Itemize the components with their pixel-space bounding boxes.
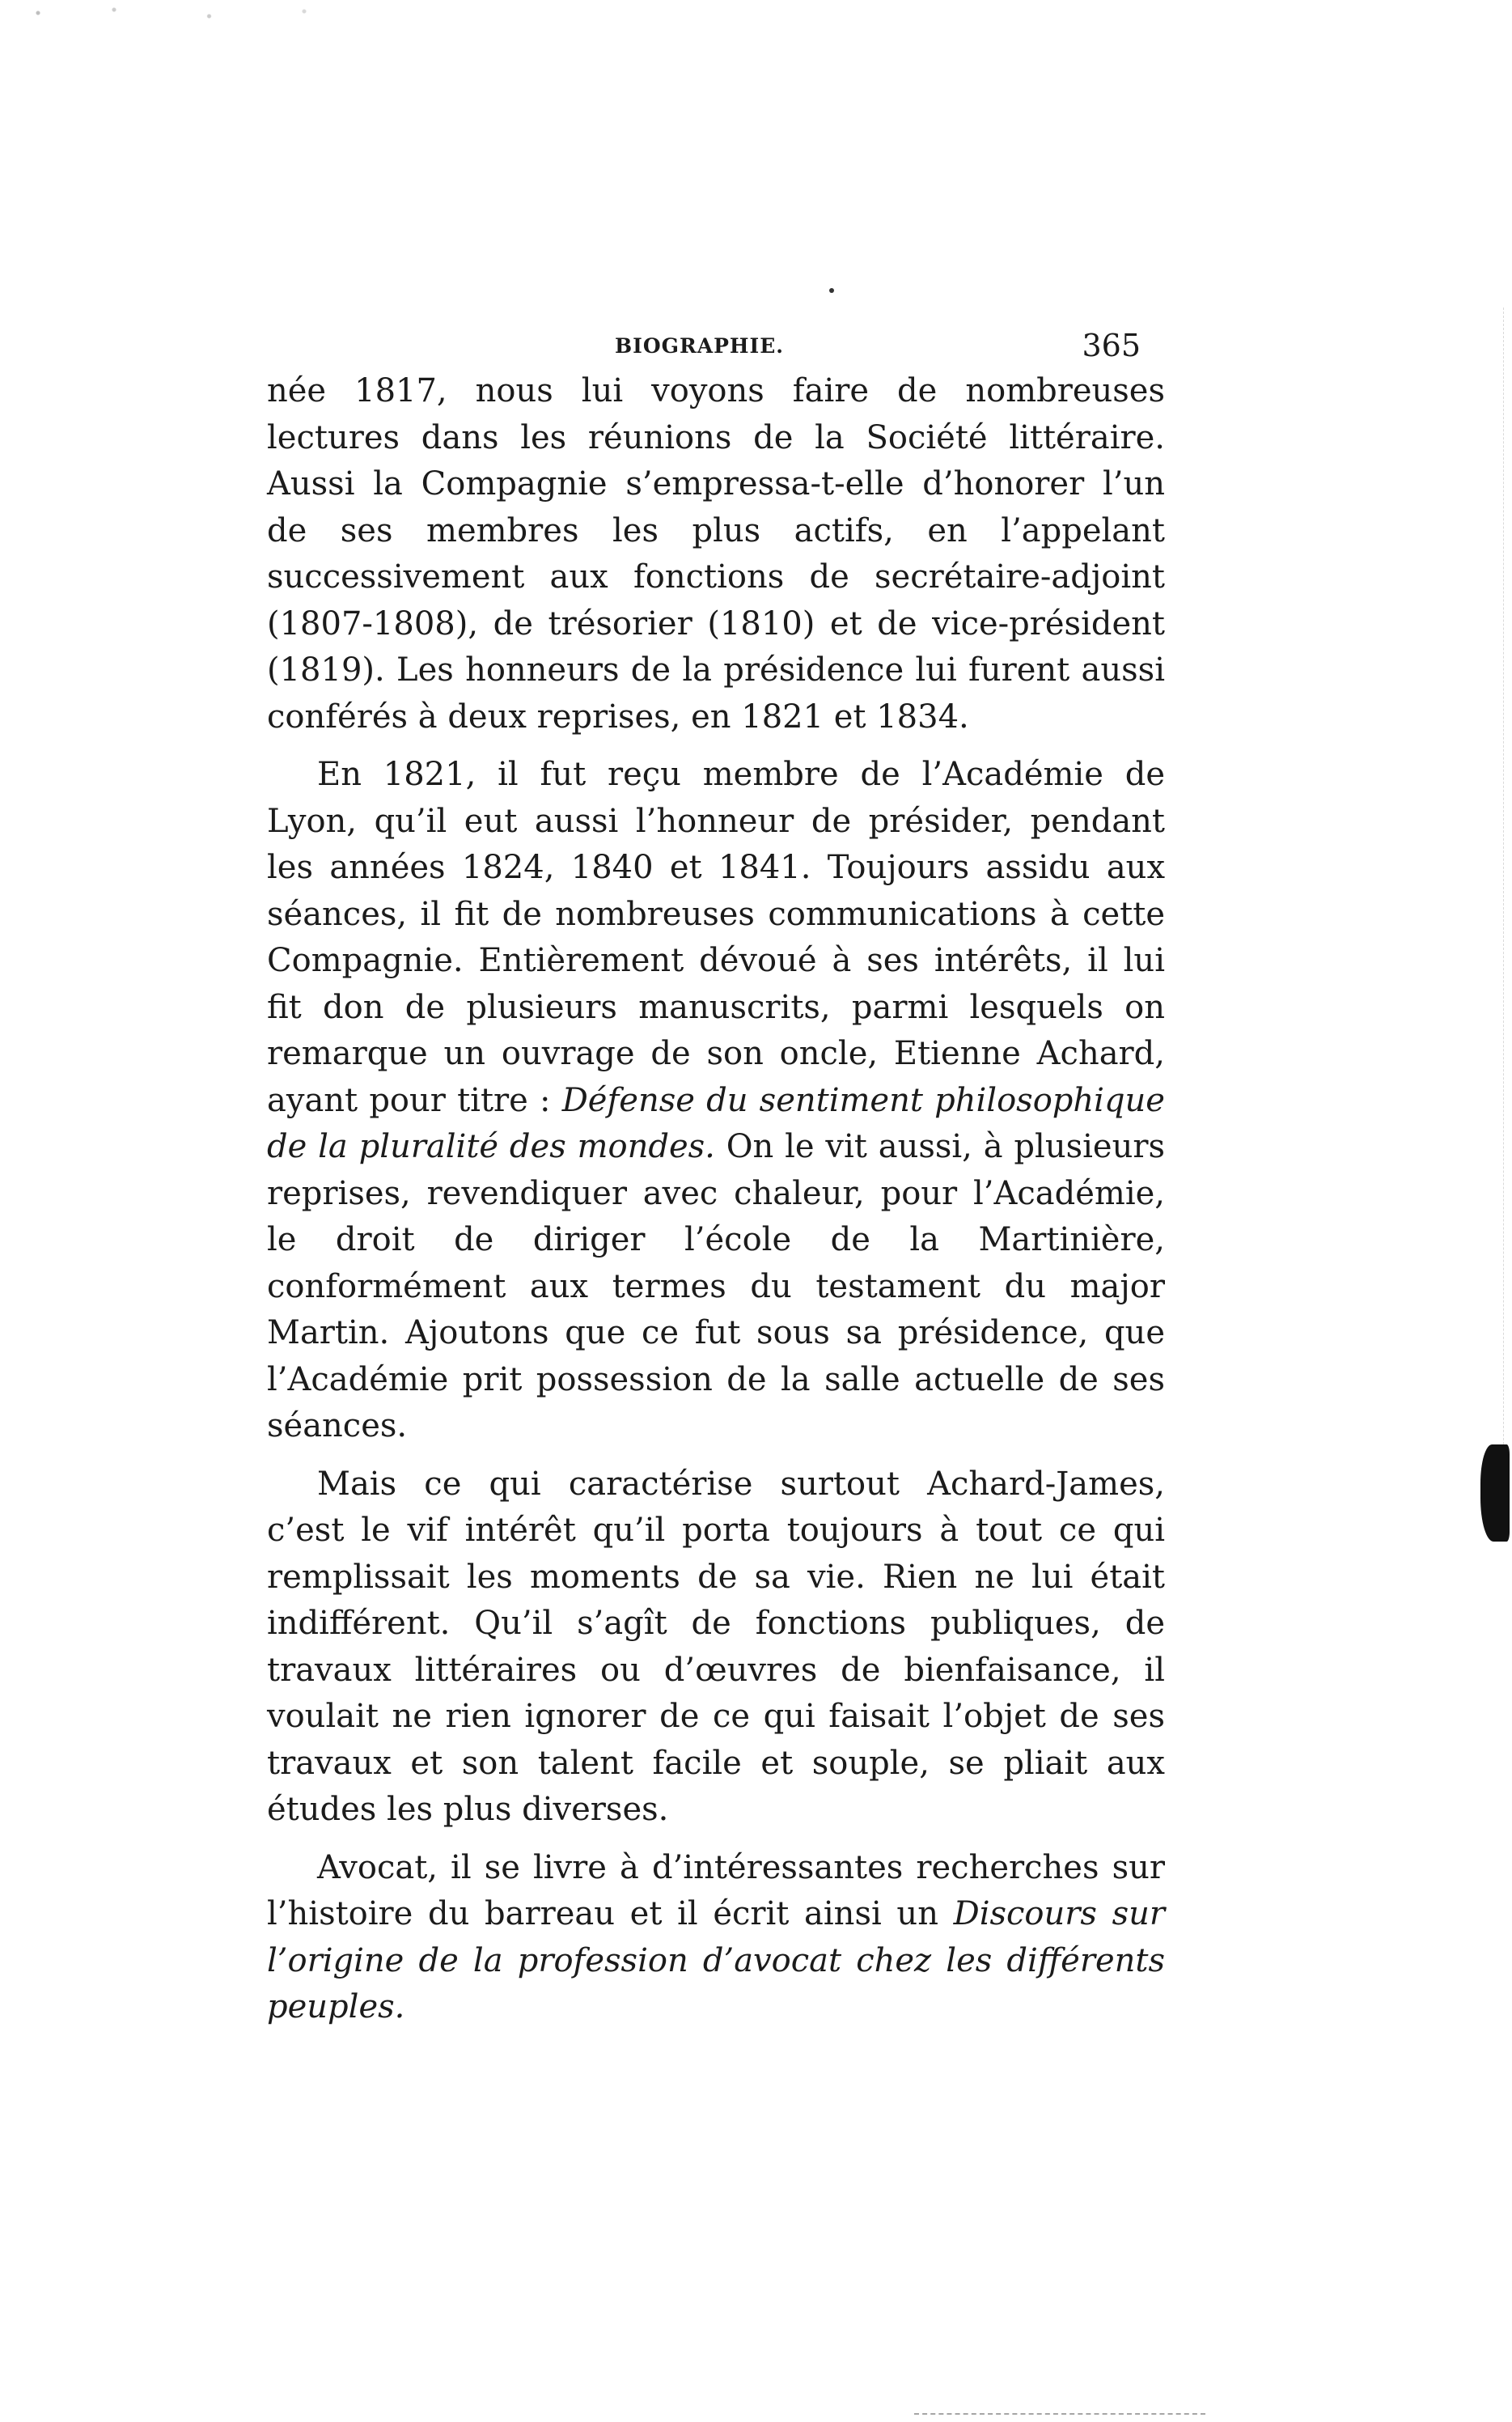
paragraph-1-text: née 1817, nous lui voyons faire de nombreuses lectures dans les réunions de la Société littéraire. Aussi la Compagnie s’empressa-t-elle d’honorer l’un de ses membres les plus actifs, en l’appelant successivement aux fonctions de secrétaire-adjoint (1807-1808), de trésorier (1810) et de vice-président (1819). Les honneurs de la présidence lui furent aussi conférés à deux reprises, en 1821 et 1834. [267, 372, 1165, 736]
paragraph-4-text: Avocat, il se livre à d’intéressantes recherches sur l’histoire du barreau et il écrit ainsi un [267, 1848, 1165, 1932]
scan-ink-mark [1480, 1444, 1510, 1542]
body-text [267, 368, 1165, 2031]
paragraph-2 [267, 752, 1165, 1450]
page-number: 365 [1082, 328, 1141, 363]
ink-dot [829, 288, 834, 293]
scan-edge [1503, 308, 1512, 1521]
paragraph-2-text-b: On le vit aussi, à plusieurs reprises, revendiquer avec chaleur, pour l’Académie, le droit de diriger l’école de la Martinière, conformément aux termes du testament du major Martin. Ajoutons que ce fut sous sa présidence, que l’Académie prit possession de la salle actuelle de ses séances. [267, 1128, 1165, 1444]
paragraph-1 [267, 368, 1165, 740]
paragraph-4 [267, 1845, 1165, 2031]
work-title-defense: Défense du sentiment philosophique de la pluralité des mondes. [267, 1081, 1165, 1165]
paragraph-3-text: Mais ce qui caractérise surtout Achard-James, c’est le vif intérêt qu’il porta toujours à tout ce qui remplissait les moments de sa vie. Rien ne lui était indifférent. Qu’il s’agît de fonctions publiques, de travaux littéraires ou d’œuvres de bienfaisance, il voulait ne rien ignorer de ce qui faisait l’objet de ses travaux et son talent facile et souple, se pliait aux études les plus diverses. [267, 1465, 1165, 1828]
scan-bottom-marks [914, 2413, 1205, 2416]
scan-noise [0, 0, 380, 32]
work-title-discours: Discours sur l’origine de la profession d’avocat chez les différents peuples. [267, 1895, 1165, 2025]
running-title: BIOGRAPHIE. [615, 334, 784, 358]
paragraph-3 [267, 1461, 1165, 1834]
paragraph-2-text-a: En 1821, il fut reçu membre de l’Académie de Lyon, qu’il eut aussi l’honneur de présider, pendant les années 1824, 1840 et 1841. Toujours assidu aux séances, il fit de nombreuses communications à cette Compagnie. Entièrement dévoué à ses intérêts, il lui fit don de plusieurs manuscrits, parmi lesquels on remarque un ouvrage de son oncle, Etienne Achard, ayant pour titre : [267, 756, 1165, 1119]
